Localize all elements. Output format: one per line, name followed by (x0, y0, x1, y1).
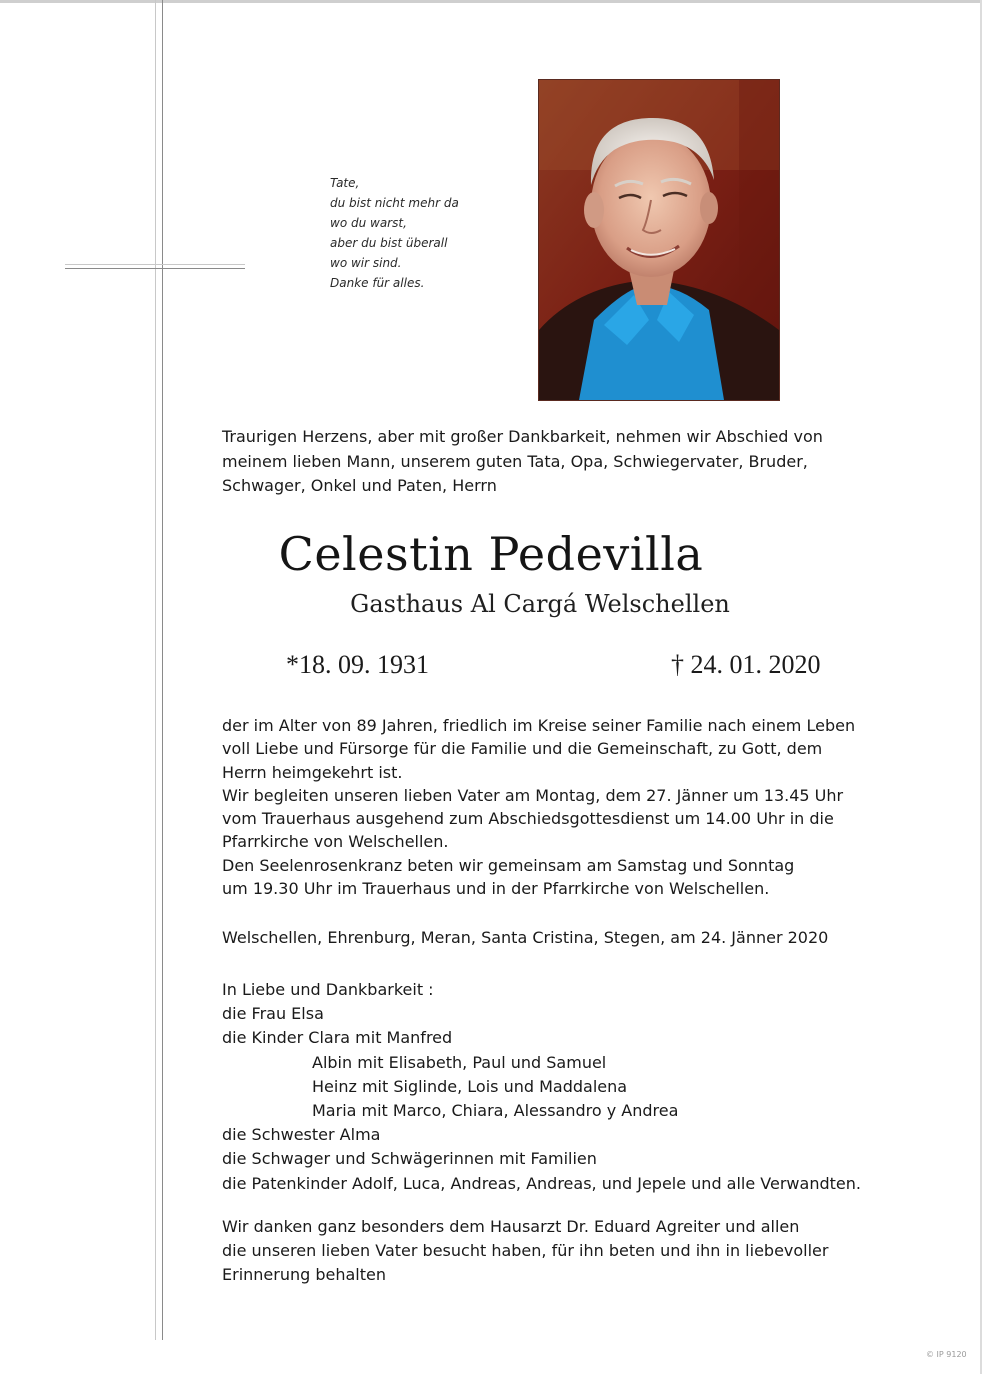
thanks-line: Erinnerung behalten (222, 1265, 387, 1284)
family-line: Maria mit Marco, Chiara, Alessandro y Andrea (312, 1101, 679, 1121)
family-line: In Liebe und Dankbarkeit : (222, 980, 434, 999)
poem-line: Tate, (330, 176, 360, 190)
cross-horizontal-line (65, 264, 245, 265)
announcement-line: Herrn heimgekehrt ist. (222, 762, 403, 782)
portrait-photo (538, 79, 780, 401)
intro-text (222, 425, 862, 499)
print-code: © IP 9120 (926, 1350, 967, 1359)
announcement-text (222, 714, 942, 900)
family-line: die Patenkinder Adolf, Luca, Andreas, Andreas, und Jepele und alle Verwandten. (222, 1173, 861, 1193)
announcement-line: vom Trauerhaus ausgehend zum Abschiedsgottesdienst um 14.00 Uhr in die (222, 809, 834, 829)
family-list (222, 978, 942, 1196)
page-edge (0, 0, 982, 3)
cross-horizontal-line (65, 268, 245, 269)
place-and-date: Welschellen, Ehrenburg, Meran, Santa Cristina, Stegen, am 24. Jänner 2020 (222, 928, 829, 947)
poem-line: wo du warst, (330, 216, 407, 230)
death-date: † 24. 01. 2020 (671, 650, 821, 679)
announcement-line: Wir begleiten unseren lieben Vater am Montag, dem 27. Jänner um 13.45 Uhr (222, 785, 844, 805)
deceased-name: Celestin Pedevilla (278, 527, 704, 581)
announcement-line: voll Liebe und Fürsorge für die Familie und die Gemeinschaft, zu Gott, dem (222, 739, 823, 759)
family-line: die Kinder Clara mit Manfred (222, 1028, 453, 1048)
family-line: Heinz mit Siglinde, Lois und Maddalena (312, 1076, 628, 1096)
poem (330, 173, 459, 293)
family-line: die Schwester Alma (222, 1125, 381, 1145)
poem-line: aber du bist überall (330, 236, 448, 250)
announcement-line: Den Seelenrosenkranz beten wir gemeinsam am Samstag und Sonntag (222, 855, 795, 875)
intro-line: meinem lieben Mann, unserem guten Tata, Opa, Schwiegervater, Bruder, (222, 451, 808, 471)
announcement-line: um 19.30 Uhr im Trauerhaus und in der Pfarrkirche von Welschellen. (222, 879, 770, 899)
poem-line: wo wir sind. (330, 256, 402, 270)
thanks-text (222, 1215, 942, 1287)
intro-line: Schwager, Onkel und Paten, Herrn (222, 476, 497, 495)
cross-vertical-line (155, 0, 156, 1340)
announcement-line: der im Alter von 89 Jahren, friedlich im Kreise seiner Familie nach einem Leben (222, 716, 856, 735)
family-line: Albin mit Elisabeth, Paul und Samuel (312, 1052, 607, 1072)
intro-line: Traurigen Herzens, aber mit großer Dankbarkeit, nehmen wir Abschied von (222, 427, 823, 446)
thanks-line: Wir danken ganz besonders dem Hausarzt Dr. Eduard Agreiter und allen (222, 1217, 800, 1236)
deceased-subtitle: Gasthaus Al Cargá Welschellen (350, 590, 730, 618)
thanks-line: die unseren lieben Vater besucht haben, für ihn beten und ihn in liebevoller (222, 1241, 829, 1260)
cross-vertical-line (162, 0, 163, 1340)
family-line: die Frau Elsa (222, 1004, 324, 1024)
family-line: die Schwager und Schwägerinnen mit Familien (222, 1149, 597, 1169)
poem-line: Danke für alles. (330, 276, 425, 290)
announcement-line: Pfarrkirche von Welschellen. (222, 832, 449, 852)
poem-line: du bist nicht mehr da (330, 196, 459, 210)
birth-date: *18. 09. 1931 (286, 650, 429, 679)
